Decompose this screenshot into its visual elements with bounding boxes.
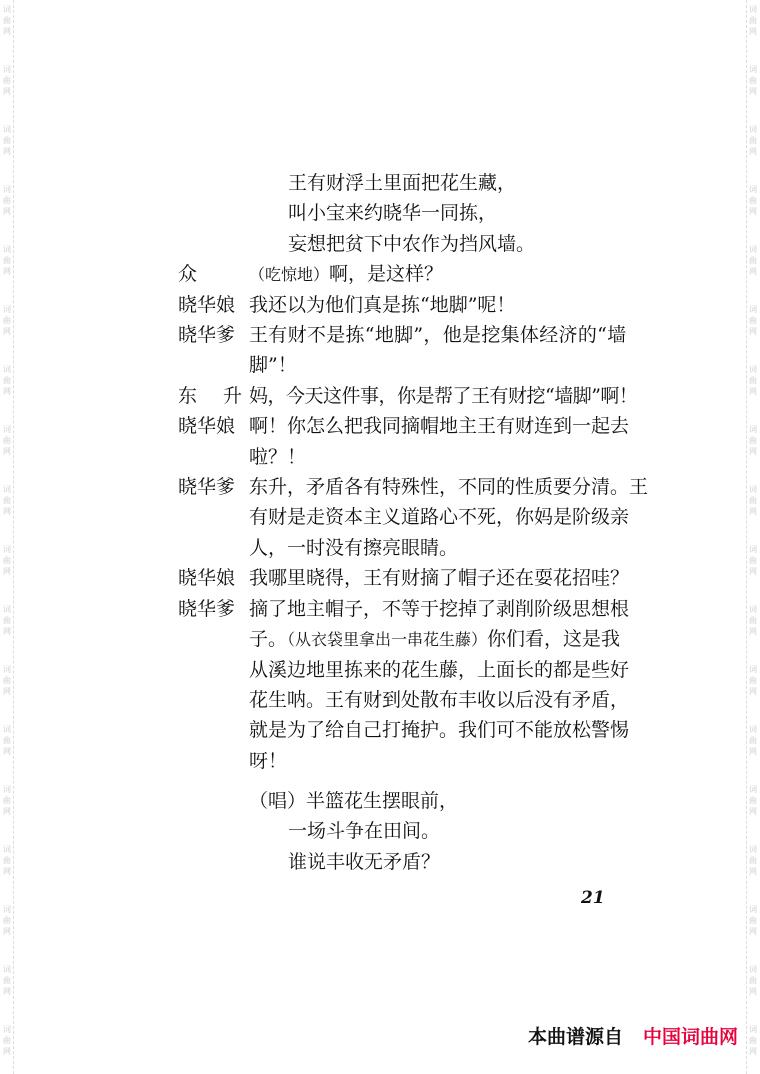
lyric-line: 妄想把贫下中农作为挡风墙。 [288, 233, 536, 255]
watermark-char: 词 [749, 5, 757, 14]
watermark-char: 词 [3, 545, 11, 554]
watermark-char: 曲 [749, 796, 757, 805]
watermark-char: 网 [3, 687, 11, 696]
watermark-char: 词 [749, 1025, 757, 1034]
watermark-char: 词 [3, 5, 11, 14]
dialogue-line: 呀！ [249, 750, 288, 772]
dialogue-line: 东升，矛盾各有特殊性，不同的性质要分清。王 [249, 476, 649, 498]
watermark-char: 网 [3, 507, 11, 516]
watermark-char: 词 [749, 245, 757, 254]
watermark-char: 曲 [749, 856, 757, 865]
dialogue-line: 脚”！ [249, 354, 297, 376]
watermark-char: 词 [3, 1025, 11, 1034]
watermark-char: 词 [749, 365, 757, 374]
watermark-char: 曲 [749, 976, 757, 985]
watermark-char: 曲 [3, 856, 11, 865]
dialogue-line: 王有财不是拣“地脚”，他是挖集体经济的“墙 [249, 324, 627, 346]
watermark-char: 网 [749, 1047, 757, 1056]
watermark-char: 网 [3, 447, 11, 456]
dialogue-text: 啊，是这样？ [329, 263, 444, 285]
watermark-char: 曲 [3, 916, 11, 925]
watermark-char: 网 [3, 1047, 11, 1056]
watermark-char: 网 [749, 447, 757, 456]
watermark-char: 曲 [749, 196, 757, 205]
watermark-char: 词 [3, 305, 11, 314]
watermark-char: 网 [749, 507, 757, 516]
watermark-char: 曲 [749, 256, 757, 265]
watermark-char: 网 [749, 327, 757, 336]
watermark-char: 网 [749, 747, 757, 756]
watermark-char: 网 [749, 807, 757, 816]
watermark-char: 网 [3, 327, 11, 336]
watermark-char: 网 [3, 747, 11, 756]
watermark-char: 词 [749, 485, 757, 494]
watermark-char: 网 [3, 87, 11, 96]
watermark-char: 词 [3, 665, 11, 674]
watermark-char: 网 [749, 627, 757, 636]
watermark-char: 网 [749, 27, 757, 36]
watermark-char: 网 [3, 627, 11, 636]
watermark-char: 网 [749, 207, 757, 216]
watermark-char: 曲 [749, 316, 757, 325]
watermark-char: 网 [3, 987, 11, 996]
watermark-char: 网 [749, 267, 757, 276]
watermark-char: 网 [3, 27, 11, 36]
watermark-char: 词 [3, 785, 11, 794]
dialogue-line: 有财是走资本主义道路心不死，你妈是阶级亲 [249, 506, 630, 528]
dialogue-line: 摘了地主帽子，不等于挖掉了剥削阶级思想根 [249, 598, 630, 620]
watermark-char: 网 [3, 927, 11, 936]
watermark-char: 词 [3, 425, 11, 434]
watermark-char: 词 [749, 845, 757, 854]
watermark-char: 曲 [3, 736, 11, 745]
watermark-char: 网 [3, 147, 11, 156]
watermark-char: 网 [749, 867, 757, 876]
watermark-char: 曲 [749, 496, 757, 505]
watermark-char: 词 [749, 425, 757, 434]
watermark-char: 曲 [3, 136, 11, 145]
watermark-char: 网 [3, 387, 11, 396]
watermark-char: 曲 [3, 196, 11, 205]
watermark-char: 曲 [749, 136, 757, 145]
dialogue-line: 人，一时没有擦亮眼睛。 [249, 537, 459, 559]
speaker-label: 晓华爹 [178, 598, 236, 620]
watermark-char: 词 [749, 545, 757, 554]
watermark-char: 词 [749, 305, 757, 314]
watermark-char: 词 [749, 965, 757, 974]
watermark-char: 词 [3, 905, 11, 914]
watermark-char: 词 [3, 485, 11, 494]
watermark-char: 网 [3, 807, 11, 816]
watermark-char: 曲 [749, 916, 757, 925]
speaker-label: 晓华娘 [178, 567, 236, 589]
watermark-char: 词 [3, 725, 11, 734]
watermark-char: 词 [749, 605, 757, 614]
watermark-char: 网 [749, 687, 757, 696]
dialogue-line: 我还以为他们真是拣“地脚”呢！ [249, 294, 516, 316]
watermark-char: 网 [3, 567, 11, 576]
watermark-char: 词 [3, 845, 11, 854]
watermark-char: 词 [3, 245, 11, 254]
watermark-char: 曲 [749, 676, 757, 685]
source-credit [528, 1022, 738, 1049]
song-line: 一场斗争在田间。 [288, 820, 441, 842]
watermark-char: 曲 [3, 496, 11, 505]
watermark-char: 曲 [749, 736, 757, 745]
watermark-char: 词 [749, 905, 757, 914]
page-number: 21 [581, 888, 605, 908]
watermark-char: 词 [749, 725, 757, 734]
dialogue-text: 你们看，这是我 [487, 628, 621, 650]
speaker-label: 众 [178, 263, 198, 285]
watermark-char: 曲 [3, 376, 11, 385]
song-line: （唱）半篮花生摆眼前， [249, 790, 459, 812]
watermark-char: 词 [749, 125, 757, 134]
dialogue-line: 妈，今天这件事，你是帮了王有财挖“墙脚”啊！ [249, 385, 638, 407]
watermark-char: 曲 [3, 1036, 11, 1045]
watermark-char: 词 [3, 965, 11, 974]
dialogue-line: 从溪边地里拣来的花生藤，上面长的都是些好 [249, 659, 630, 681]
watermark-char: 曲 [3, 976, 11, 985]
watermark-char: 曲 [3, 616, 11, 625]
watermark-char: 曲 [749, 376, 757, 385]
source-prefix: 本曲谱源自 [528, 1026, 624, 1048]
watermark-char: 词 [3, 185, 11, 194]
watermark-char: 曲 [3, 76, 11, 85]
stage-direction: （吃惊地） [249, 265, 330, 284]
watermark-char: 曲 [749, 616, 757, 625]
stage-direction: （从衣袋里拿出一串花生藤） [287, 630, 488, 649]
watermark-char: 词 [3, 65, 11, 74]
watermark-char: 网 [749, 567, 757, 576]
watermark-char: 曲 [3, 16, 11, 25]
speaker-label: 晓华娘 [178, 294, 236, 316]
watermark-char: 网 [3, 267, 11, 276]
watermark-char: 网 [749, 87, 757, 96]
watermark-char: 曲 [3, 556, 11, 565]
watermark-char: 曲 [749, 16, 757, 25]
speaker-label: 晓华爹 [178, 324, 236, 346]
watermark-char: 曲 [749, 76, 757, 85]
speaker-label: 晓华娘 [178, 415, 236, 437]
watermark-char: 网 [3, 867, 11, 876]
watermark-char: 词 [3, 125, 11, 134]
watermark-char: 词 [749, 785, 757, 794]
speaker-label: 东升 [178, 385, 269, 407]
watermark-char: 词 [749, 65, 757, 74]
watermark-char: 词 [749, 665, 757, 674]
dialogue-line [249, 262, 443, 287]
dialogue-line [249, 627, 620, 652]
watermark-char: 词 [3, 365, 11, 374]
lyric-line: 王有财浮土里面把花生藏， [288, 172, 517, 194]
dialogue-line: 我哪里晓得，王有财摘了帽子还在耍花招哇？ [249, 567, 630, 589]
watermark-char: 网 [749, 927, 757, 936]
watermark-char: 曲 [749, 436, 757, 445]
song-line: 谁说丰收无矛盾？ [288, 851, 441, 873]
source-brand: 中国词曲网 [643, 1026, 739, 1048]
watermark-char: 词 [3, 605, 11, 614]
watermark-char: 词 [749, 185, 757, 194]
watermark-char: 网 [3, 207, 11, 216]
watermark-char: 曲 [3, 436, 11, 445]
watermark-char: 曲 [749, 1036, 757, 1045]
watermark-char: 网 [749, 147, 757, 156]
dialogue-line: 啦？！ [249, 446, 307, 468]
dialogue-text: 子。 [249, 628, 288, 650]
watermark-char: 曲 [3, 676, 11, 685]
dialogue-line: 花生呐。王有财到处散布丰收以后没有矛盾， [249, 689, 630, 711]
speaker-label: 晓华爹 [178, 476, 236, 498]
dialogue-line: 就是为了给自己打掩护。我们可不能放松警惕 [249, 719, 630, 741]
watermark-char: 网 [749, 387, 757, 396]
lyric-line: 叫小宝来约晓华一同拣， [288, 202, 498, 224]
watermark-char: 曲 [749, 556, 757, 565]
watermark-char: 网 [749, 987, 757, 996]
watermark-char: 曲 [3, 256, 11, 265]
dialogue-line: 啊！你怎么把我同摘帽地主王有财连到一起去 [249, 415, 630, 437]
watermark-char: 曲 [3, 316, 11, 325]
watermark-char: 曲 [3, 796, 11, 805]
